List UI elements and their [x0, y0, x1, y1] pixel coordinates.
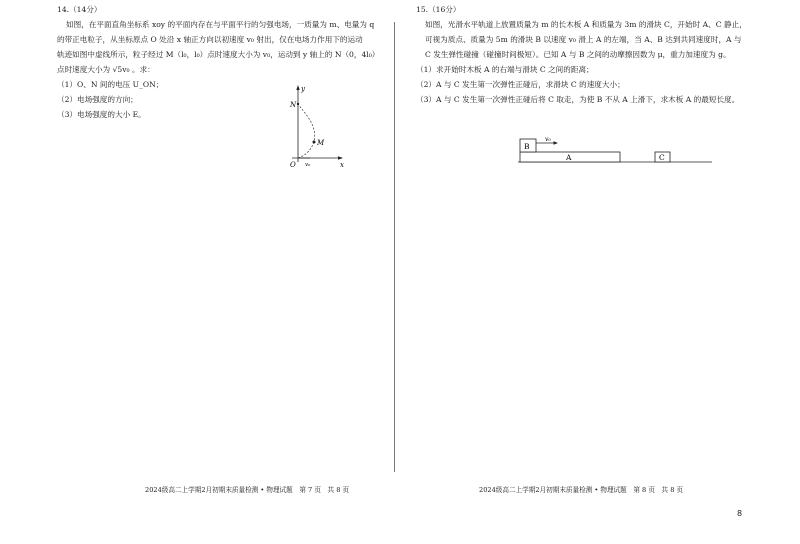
q14-body-line-4: 点时速度大小为 √5v₀ 。求： [57, 65, 155, 74]
q15-figure [515, 133, 715, 165]
y-axis-arrow [296, 85, 299, 90]
velocity-label: v₀ [305, 162, 311, 168]
point-m-label: M [317, 139, 325, 147]
q14-figure [280, 82, 352, 172]
velocity-arrowhead [554, 141, 559, 144]
point-n-label: N [290, 101, 297, 109]
x-axis-arrow [338, 156, 343, 159]
column-divider [394, 22, 395, 472]
point-n [297, 103, 299, 105]
q14-body-line-1: 如图，在平面直角坐标系 xoy 的平面内存在与平面平行的匀强电场，一质量为 m、电量为 q [66, 20, 375, 29]
footer-left: 2024级高二上学期2月初期末质量检测 • 物理试题 第 7 页 共 8 页 [145, 486, 350, 494]
q14-body-line-3: 轨迹如图中虚线所示，粒子经过 M（l₀，l₀）点时速度大小为 v₀，运动到 y 轴上的 N（0，4l₀） [57, 50, 380, 59]
velocity-label: v₀ [545, 136, 551, 143]
q15-body-line-2: 可视为质点、质量为 5m 的滑块 B 以速度 v₀ 滑上 A 的左端，当 A、B 达到共同速度时，A 与 [425, 35, 742, 44]
q14-heading: 14.（14分） [57, 5, 102, 14]
q15-heading: 15.（16分） [416, 5, 461, 14]
q15-body-line-1: 如图，光滑水平轨道上放置质量为 m 的长木板 A 和质量为 3m 的滑块 C，开始时 A、C 静止， [425, 20, 747, 29]
trajectory-dashed [298, 104, 315, 158]
point-m [313, 141, 316, 144]
y-axis-label: y [301, 85, 305, 93]
q15-part-3: （3）A 与 C 发生第一次弹性正碰后将 C 取走，为使 B 不从 A 上滑下，求木板 A 的最短长度。 [416, 95, 740, 104]
q14-part-1: （1）O、N 间的电压 U_ON； [57, 80, 164, 89]
q15-body-line-3: C 发生弹性碰撞（碰撞时间极短）。已知 A 与 B 之间的动摩擦因数为 μ，重力加速度为 g。 [425, 50, 731, 59]
block-b-label: B [524, 142, 530, 151]
q14-part-2: （2）电场强度的方向； [57, 95, 138, 104]
page-number: 8 [737, 509, 743, 518]
footer-right: 2024级高二上学期2月初期末质量检测 • 物理试题 第 8 页 共 8 页 [479, 486, 684, 494]
q15-part-1: （1）求开始时木板 A 的右端与滑块 C 之间的距离； [416, 65, 594, 74]
block-c-label: C [659, 153, 665, 162]
origin-label: O [290, 161, 296, 169]
x-axis-label: x [340, 161, 344, 169]
q14-part-3: （3）电场强度的大小 E。 [57, 110, 146, 119]
q15-part-2: （2）A 与 C 发生第一次弹性正碰后，求滑块 C 的速度大小； [416, 80, 625, 89]
q14-body-line-2: 的带正电粒子，从坐标原点 O 处沿 x 轴正方向以初速度 v₀ 射出，仅在电场力作用下的运动 [57, 35, 363, 44]
board-a-label: A [566, 153, 572, 162]
